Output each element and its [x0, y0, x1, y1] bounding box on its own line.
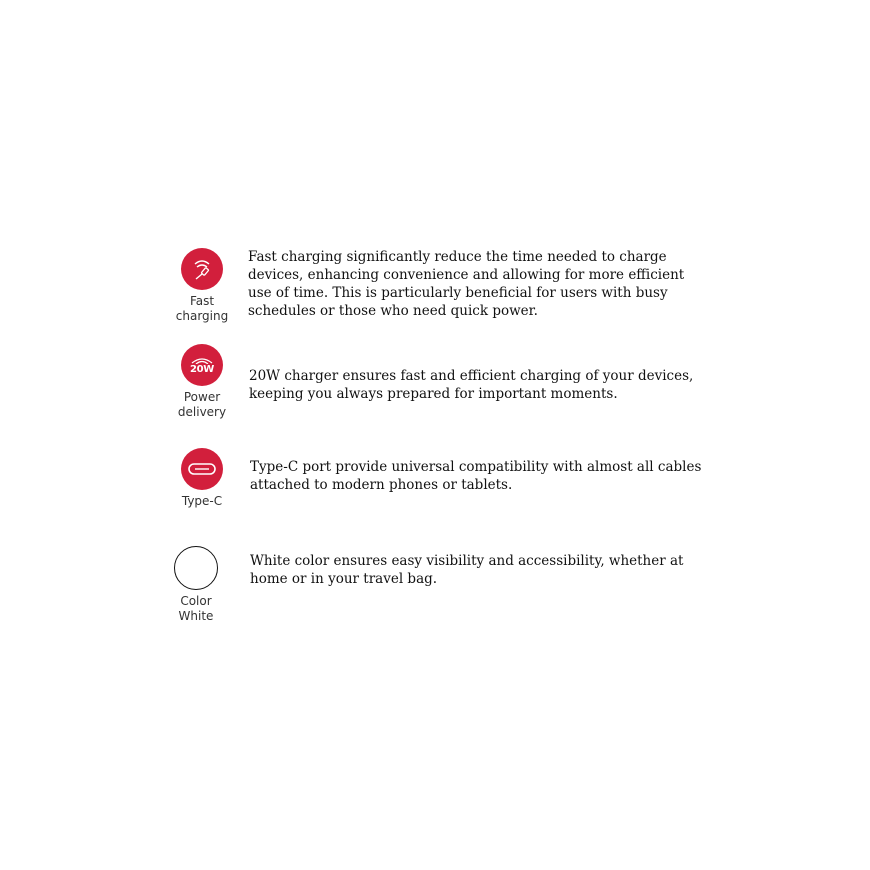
power-delivery-20w-icon: [181, 344, 223, 386]
feature-description: White color ensures easy visibility and accessibility, whether at home or in your travel bag.: [250, 553, 684, 587]
feature-badge: [172, 248, 232, 324]
badge-label: Power delivery: [177, 390, 227, 419]
badge-label: Type-C: [181, 494, 223, 508]
power-delivery-icon-text: 20W: [189, 363, 215, 375]
fast-charging-cable-icon: [181, 248, 223, 290]
feature-description: Type-C port provide universal compatibility with almost all cables attached to modern phones or tablets.: [250, 459, 702, 493]
feature-badge: [166, 546, 226, 624]
feature-badge: [172, 344, 232, 420]
feature-badge: [172, 448, 232, 509]
type-c-port-icon: [181, 448, 223, 490]
feature-description: 20W charger ensures fast and efficient charging of your devices, keeping you always prepared for important moments.: [249, 368, 694, 402]
color-white-circle-icon: [174, 546, 218, 590]
feature-description: Fast charging significantly reduce the time needed to charge devices, enhancing convenience and allowing for more efficient use of time. This is particularly beneficial for users with busy schedules or those who need quick power.: [248, 249, 685, 319]
badge-label: Color White: [178, 594, 214, 623]
badge-label: Fast charging: [175, 294, 229, 323]
